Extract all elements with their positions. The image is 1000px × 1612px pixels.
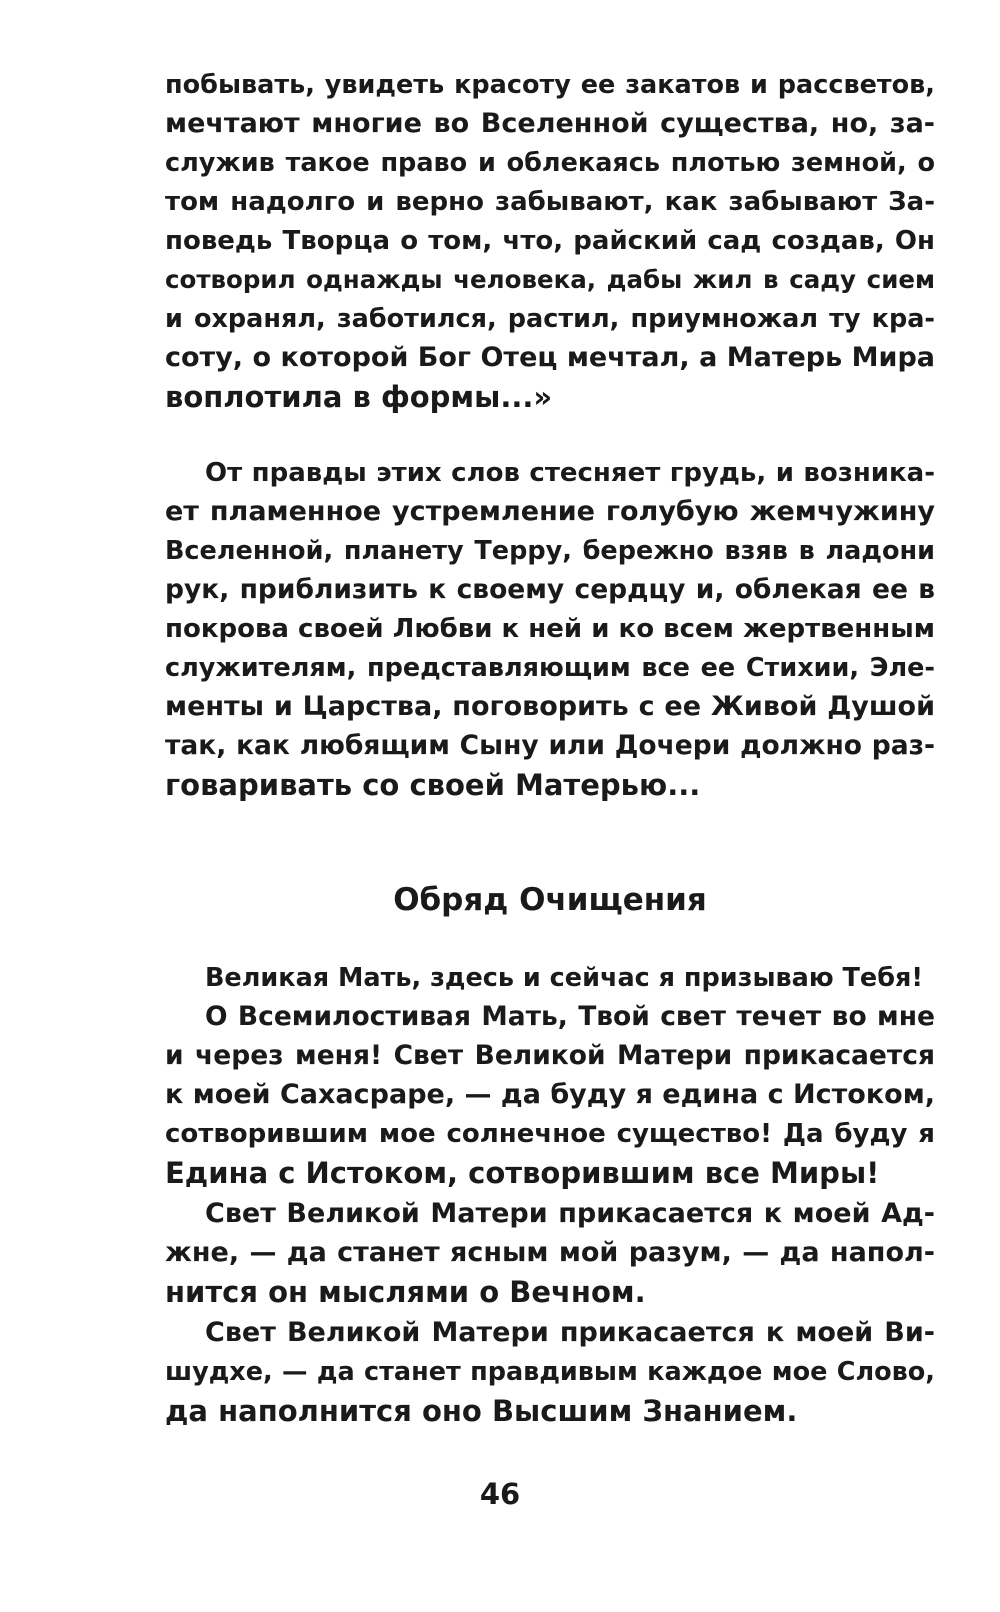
text-line: сотворившим мое солнечное существо! Да буду я xyxy=(165,1119,935,1149)
text-line: и охранял, заботился, растил, приумножал ту кра- xyxy=(165,304,935,334)
text-line: Великая Мать, здесь и сейчас я призываю Тебя! xyxy=(205,963,924,993)
text-line: и через меня! Свет Великой Матери прикасается xyxy=(165,1040,935,1071)
text-line: том надолго и верно забывают, как забывают За- xyxy=(165,187,935,217)
text-line: говаривать со своей Матерью... xyxy=(165,768,701,802)
section-heading: Обряд Очищения xyxy=(393,882,707,918)
text-line: Свет Великой Матери прикасается к моей Ви- xyxy=(205,1317,935,1348)
text-line: мечтают многие во Вселенной существа, но, за- xyxy=(165,108,935,139)
text-line: Вселенной, планету Терру, бережно взяв в ладони xyxy=(165,536,935,566)
text-line: жне, — да станет ясным мой разум, — да напол- xyxy=(165,1237,935,1268)
text-line: так, как любящим Сыну или Дочери должно раз- xyxy=(165,730,935,761)
text-line: менты и Царства, поговорить с ее Живой Душой xyxy=(165,691,935,722)
text-line: поведь Творца о том, что, райский сад создав, Он xyxy=(165,226,935,256)
text-line: рук, приблизить к своему сердцу и, облекая ее в xyxy=(165,574,935,605)
text-line: да наполнится оно Высшим Знанием. xyxy=(165,1394,798,1428)
text-line: служив такое право и облекаясь плотью земной, о xyxy=(165,148,935,178)
text-line: нится он мыслями о Вечном. xyxy=(165,1275,646,1309)
text-line: От правды этих слов стесняет грудь, и возника- xyxy=(205,458,935,488)
text-line: О Всемилостивая Мать, Твой свет течет во мне xyxy=(205,1001,935,1032)
text-line: сотворил однажды человека, дабы жил в саду сием xyxy=(165,265,935,294)
text-line: шудхе, — да станет правдивым каждое мое Слово, xyxy=(165,1357,935,1387)
text-line: к моей Сахасраре, — да буду я едина с Истоком, xyxy=(165,1079,936,1110)
text-line: соту, о которой Бог Отец мечтал, а Матерь Мира xyxy=(165,342,935,373)
text-line: покрова своей Любви к ней и ко всем жертвенным xyxy=(165,614,935,644)
text-line: Свет Великой Матери прикасается к моей Ад- xyxy=(205,1198,935,1229)
text-line: ет пламенное устремление голубую жемчужину xyxy=(165,496,935,527)
text-line: служителям, представляющим все ее Стихии, Эле- xyxy=(165,653,935,683)
text-line: воплотила в формы...» xyxy=(165,380,553,414)
text-line: Едина с Истоком, сотворившим все Миры! xyxy=(165,1156,880,1190)
page-number: 46 xyxy=(479,1477,521,1511)
text-line: побывать, увидеть красоту ее закатов и рассветов, xyxy=(165,70,935,100)
